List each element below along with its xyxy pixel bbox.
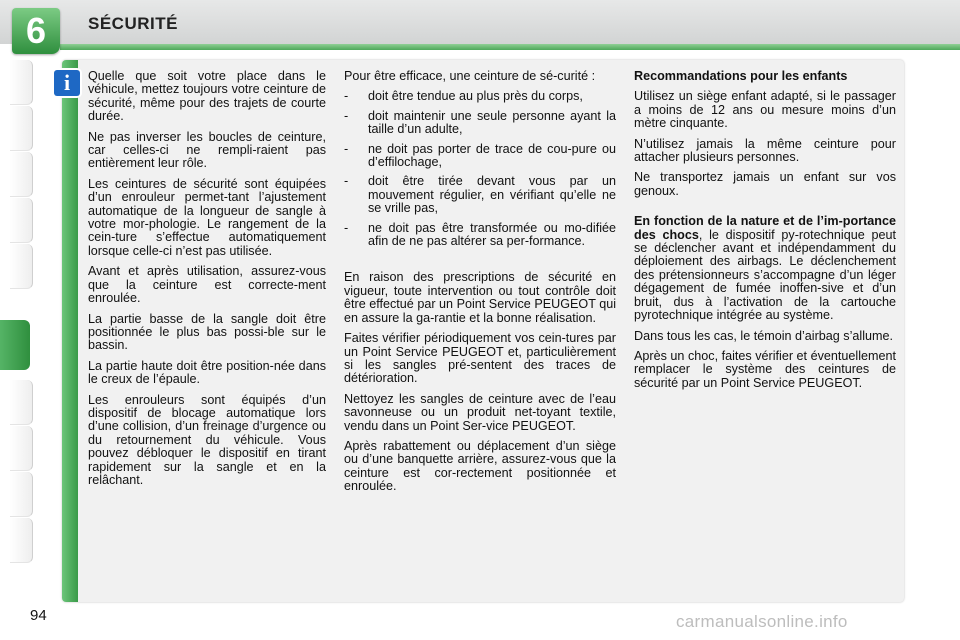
chapter-tab[interactable] xyxy=(10,60,33,105)
chapter-number-badge: 6 xyxy=(12,8,60,54)
paragraph: Faites vérifier périodiquement vos cein-tures par un Point Service PEUGEOT et, particulièrement si les sangles pré-sentent des traces de détérioration. xyxy=(344,331,616,386)
paragraph: Ne pas inverser les boucles de ceinture, car celles-ci ne rempli-raient pas entièrement leur rôle. xyxy=(88,129,326,171)
paragraph: La partie haute doit être position-née dans le creux de l’épaule. xyxy=(88,358,326,387)
bullet-dash: - xyxy=(344,108,349,123)
chapter-tabs xyxy=(0,60,36,580)
list-item: - doit maintenir une seule personne ayant la taille d’un adulte, xyxy=(344,108,616,137)
chapter-tab[interactable] xyxy=(10,198,33,243)
bullet-dash: - xyxy=(344,220,349,235)
paragraph: Les enrouleurs sont équipés d’un dispositif de blocage automatique lors d’une collision, d’un freinage d’urgence ou du retournement du véhicule. Vous pouvez débloquer le dispositif en tirant rapidement sur la sangle et en la relâchant. xyxy=(88,392,326,487)
chapter-tab-active[interactable] xyxy=(0,320,30,370)
column-1 xyxy=(88,70,326,494)
chapter-tab[interactable] xyxy=(10,244,33,289)
chapter-tab[interactable] xyxy=(10,380,33,425)
list-item: - ne doit pas être transformée ou mo-difiée afin de ne pas altérer sa per-formance. xyxy=(344,220,616,249)
column-2 xyxy=(344,70,616,501)
airbag-paragraph xyxy=(634,215,896,322)
airbag-lead-text: En fonction de la nature et de l’im-portance des chocs xyxy=(634,214,896,242)
chapter-tab[interactable] xyxy=(10,472,33,517)
paragraph: La partie basse de la sangle doit être positionnée le plus bas possi-ble sur le bassin. xyxy=(88,311,326,353)
paragraph: Utilisez un siège enfant adapté, si le passager a moins de 12 ans ou mesure moins d’un mètre cinquante. xyxy=(634,89,896,131)
paragraph: Avant et après utilisation, assurez-vous que la ceinture est correcte-ment enroulée. xyxy=(88,264,326,306)
bullet-dash: - xyxy=(344,141,349,156)
paragraph: Les ceintures de sécurité sont équipées d’un enrouleur permet-tant l’ajustement automatique de la longueur de sangle à votre mor-phologie. Le rangement de la cein-ture s’effectue automatiquement lorsque celle-ci n’est pas utilisée. xyxy=(88,176,326,258)
paragraph: Ne transportez jamais un enfant sur vos genoux. xyxy=(634,170,896,198)
chapter-tab[interactable] xyxy=(10,106,33,151)
paragraph: N’utilisez jamais la même ceinture pour attacher plusieurs personnes. xyxy=(634,136,896,165)
chapter-tab[interactable] xyxy=(10,426,33,471)
info-icon: i xyxy=(54,70,80,96)
header-accent-line xyxy=(60,44,960,50)
bullet-dash: - xyxy=(344,89,349,104)
list-item: - doit être tendue au plus près du corps, xyxy=(344,89,583,104)
paragraph: En raison des prescriptions de sécurité en vigueur, toute intervention ou tout contrôle doit être effectué par un Point Service PEUGEOT qui en assure la ga-rantie et la bonne réalisation. xyxy=(344,270,616,325)
column-3 xyxy=(634,70,896,397)
list-item: - doit être tirée devant vous par un mouvement régulier, en vérifiant qu’elle ne se vrille pas, xyxy=(344,174,616,216)
airbag-body-text: , le dispositif py-rotechnique peut se déclencher avant et indépendamment du déploiement des airbags. Le déclenchement des prétensionneurs s’accompagne d’un léger dégagement de fumée inoffen-sive et d’un bruit, dus à l’activation de la cartouche pyrotechnique intégrée au système. xyxy=(634,227,896,323)
paragraph: Après rabattement ou déplacement d’un siège ou d’une banquette arrière, assurez-vous que la ceinture est cor-rectement positionnée et enroulée. xyxy=(344,438,616,494)
chapter-title: SÉCURITÉ xyxy=(88,14,178,33)
watermark: carmanualsonline.info xyxy=(676,612,848,631)
intro-text: Pour être efficace, une ceinture de sé-curité : xyxy=(344,69,596,83)
section-heading: Recommandations pour les enfants xyxy=(634,69,848,83)
requirements-list xyxy=(344,90,616,248)
paragraph: Dans tous les cas, le témoin d’airbag s’allume. xyxy=(634,328,893,343)
bullet-dash: - xyxy=(344,174,349,189)
paragraph: Après un choc, faites vérifier et éventuellement remplacer le système des ceintures de sécurité par un Point Service PEUGEOT. xyxy=(634,348,896,390)
chapter-tab[interactable] xyxy=(10,518,33,563)
paragraph: Quelle que soit votre place dans le véhicule, mettez toujours votre ceinture de sécurité, même pour des trajets de courte durée. xyxy=(88,69,326,124)
paragraph: Nettoyez les sangles de ceinture avec de l’eau savonneuse ou un produit net-toyant textile, vendu dans un Point Ser-vice PEUGEOT. xyxy=(344,391,616,433)
chapter-tab[interactable] xyxy=(10,152,33,197)
list-item: - ne doit pas porter de trace de cou-pure ou d’effilochage, xyxy=(344,141,616,170)
info-panel-accent-bar xyxy=(62,60,78,602)
page-number: 94 xyxy=(30,607,47,624)
